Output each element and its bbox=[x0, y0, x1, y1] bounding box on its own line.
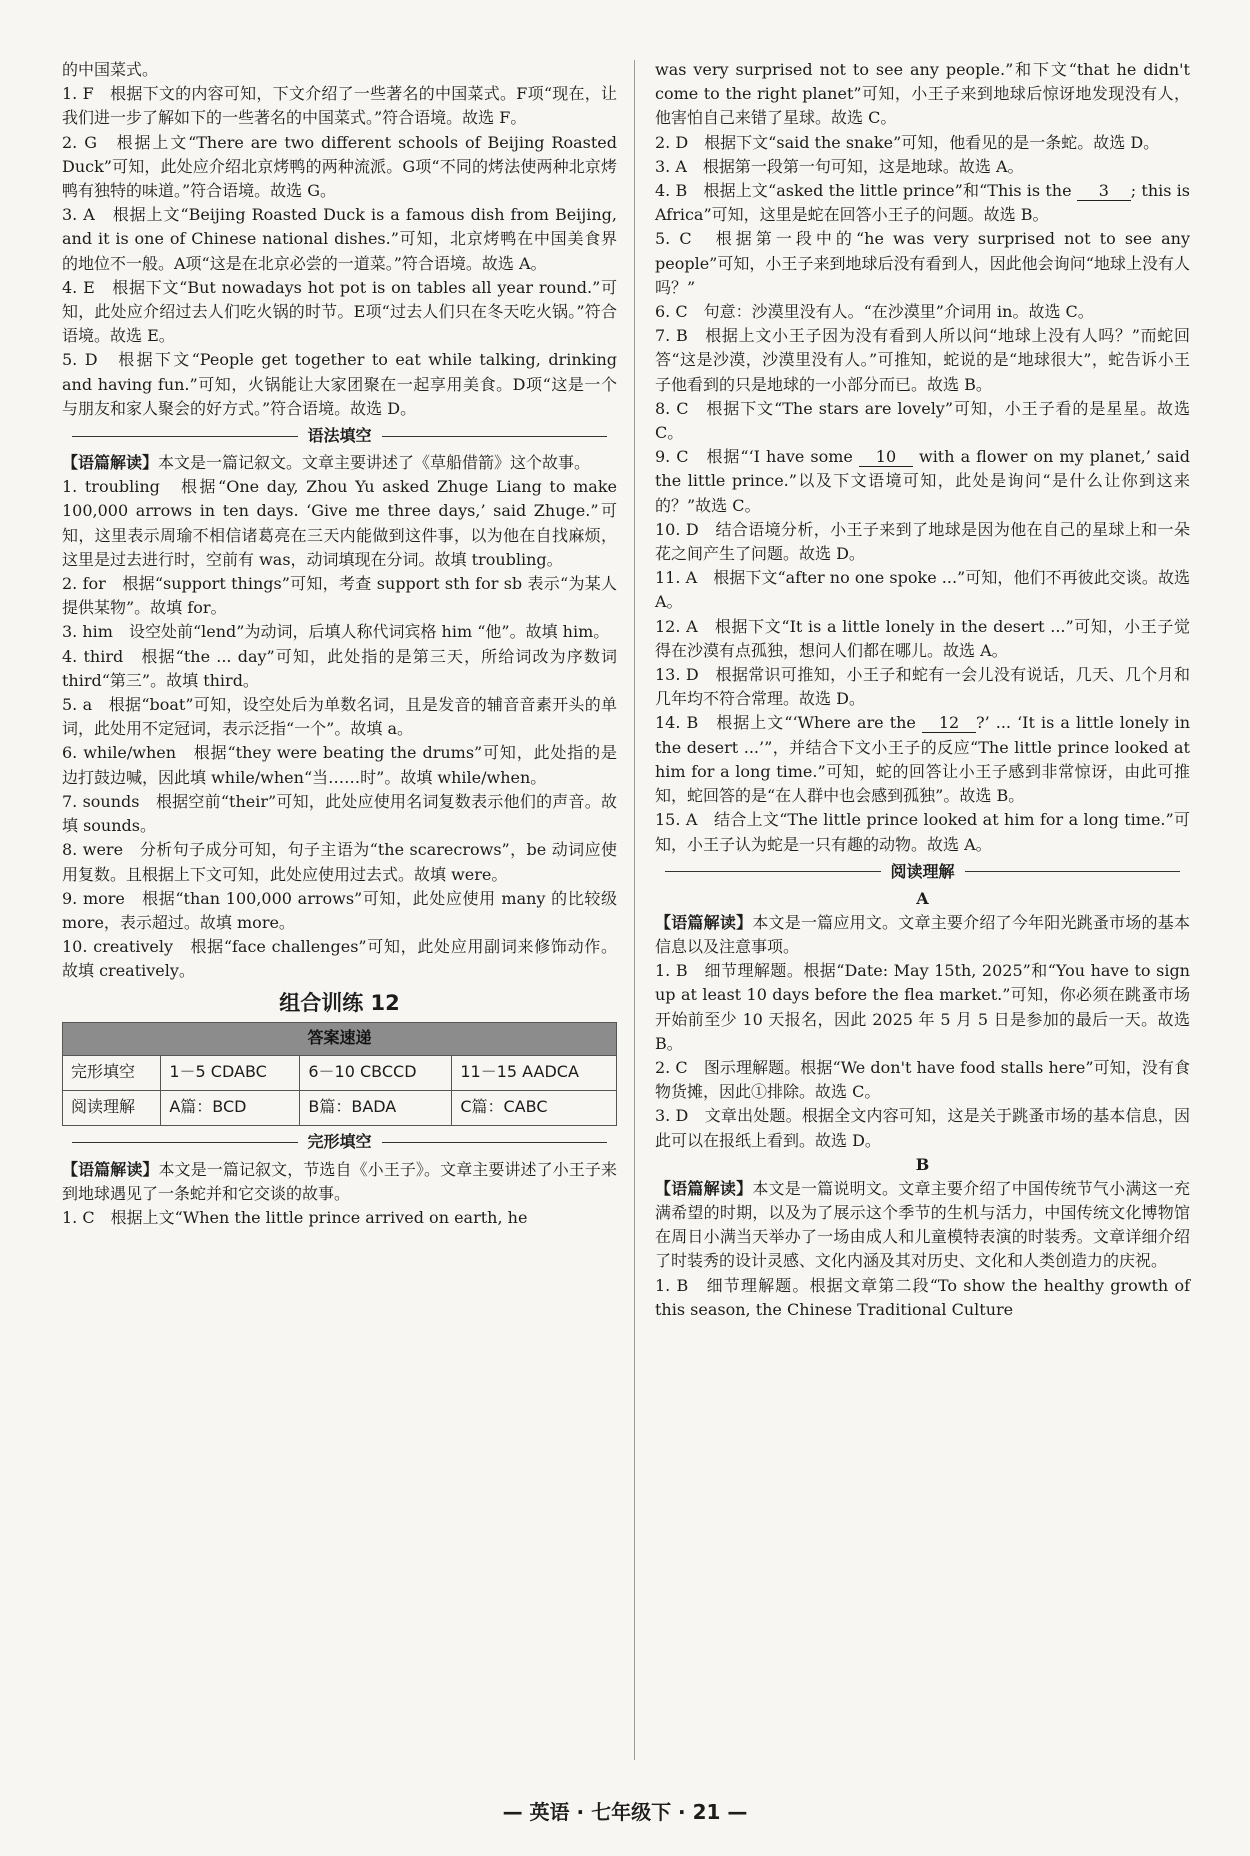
grammar-section-heading: 语法填空 bbox=[62, 423, 617, 449]
cloze-item: 12. A 根据下文“It is a little lonely in the desert ...”可知，小王子觉得在沙漠有点孤独，想问人们都在哪儿。故选 A。 bbox=[655, 616, 1190, 660]
cloze-intro: 【语篇解读】本文是一篇记叙文，节选自《小王子》。文章主要讲述了小王子来到地球遇见了一条蛇并和它交谈的故事。 bbox=[62, 1159, 617, 1203]
right-column bbox=[655, 58, 1190, 1322]
blank-line: 10 bbox=[859, 448, 913, 467]
reading-item: 1. B 细节理解题。根据“Date: May 15th, 2025”和“You have to sign up at least 10 days before the flea market.”可知，你必须在跳蚤市场开始前至少 10 天报名，因此 2025 年 5 月 5 日是参加的最后一天。故选 B。 bbox=[655, 961, 1190, 1053]
answer-item: 2. G 根据上文“There are two different schools of Beijing Roasted Duck”可知，此处应介绍北京烤鸭的两种流派。G项“不同的烤法使两种北京烤鸭有独特的味道。”符合语境。故选 G。 bbox=[62, 132, 617, 201]
cloze-item: 13. D 根据常识可推知，小王子和蛇有一会儿没有说话，几天、几个月和几年均不符合常理。故选 D。 bbox=[655, 665, 1190, 709]
part-b-label: B bbox=[915, 1154, 930, 1174]
cloze-item: 4. B 根据上文“asked the little prince”和“This is the 3 ; this is Africa”可知，这里是蛇在回答小王子的问题。故选 B。 bbox=[655, 181, 1190, 225]
grammar-intro: 【语篇解读】本文是一篇记叙文。文章主要讲述了《草船借箭》这个故事。 bbox=[62, 453, 591, 473]
reading-item: 2. C 图示理解题。根据“We don't have food stalls here”可知，没有食物货摊，因此①排除。故选 C。 bbox=[655, 1057, 1190, 1102]
blank-line: 12 bbox=[922, 714, 976, 733]
answer-item: 5. D 根据下文“People get together to eat while talking, drinking and having fun.”可知，火锅能让大家团聚在一起享用美食。D项“这是一个与朋友和家人聚会的好方式。”符合语境。故选 D。 bbox=[62, 350, 617, 418]
blank-line: 3 bbox=[1077, 182, 1131, 201]
cloze-item-continued: was very surprised not to see any people.”和下文“that he didn't come to the right planet”可知，小王子来到地球后惊讶地发现没有人，他害怕自己来错了星球。故选 C。 bbox=[655, 60, 1190, 128]
cloze-item: 9. C 根据“‘I have some 10 with a flower on my planet,’ said the little prince.”以及下文语境可知，此处是询问“是什么让你到这来的？”故选 C。 bbox=[655, 447, 1190, 515]
grammar-item: 6. while/when 根据“they were beating the drums”可知，此处指的是边打鼓边喊，因此填 while/when“当……时”。故填 while/when。 bbox=[62, 743, 617, 787]
left-column bbox=[62, 58, 617, 1230]
cloze-item: 11. A 根据下文“after no one spoke ...”可知，他们不再彼此交谈。故选 A。 bbox=[655, 568, 1190, 612]
cloze-item: 3. A 根据第一段第一句可知，这是地球。故选 A。 bbox=[655, 156, 1024, 176]
part-b-intro: 【语篇解读】本文是一篇说明文。文章主要介绍了中国传统节气小满这一充满希望的时期，以及为了展示这个季节的生机与活力，中国传统文化博物馆在周日小满当天举办了一场由成人和儿童模特表演的时装秀。文章详细介绍了时装秀的设计灵感、文化内涵及其对历史、文化和人类创造力的庆祝。 bbox=[655, 1178, 1190, 1271]
grammar-item: 4. third 根据“the ... day”可知，此处指的是第三天，所给词改为序数词 third“第三”。故填 third。 bbox=[62, 646, 617, 690]
table-cell: 阅读理解 bbox=[63, 1090, 161, 1125]
table-cell: A篇：BCD bbox=[161, 1090, 300, 1125]
column-divider bbox=[634, 60, 635, 1760]
grammar-item: 1. troubling 根据“One day, Zhou Yu asked Zhuge Liang to make 100,000 arrows in ten days. ‘Give me three days,’ said Zhuge.”可知，这里表示周瑜不相信诸葛亮在三天内能做到这件事，以为他在自找麻烦，这里是过去进行时，空前有 was，动词填现在分词。故填 troubling。 bbox=[62, 477, 617, 569]
grammar-item: 10. creatively 根据“face challenges”可知，此处应用副词来修饰动作。故填 creatively。 bbox=[62, 937, 617, 981]
cloze-item: 10. D 结合语境分析，小王子来到了地球是因为他在自己的星球上和一朵花之间产生了问题。故选 D。 bbox=[655, 519, 1190, 564]
grammar-item: 5. a 根据“boat”可知，设空处后为单数名词，且是发音的辅音音素开头的单词，此处用不定冠词，表示泛指“一个”。故填 a。 bbox=[62, 695, 617, 739]
intro-text: 的中国菜式。 bbox=[62, 60, 159, 79]
answer-item: 1. F 根据下文的内容可知，下文介绍了一些著名的中国菜式。F项“现在，让我们进一步了解如下的一些著名的中国菜式。”符合语境。故选 F。 bbox=[62, 84, 617, 128]
grammar-item: 8. were 分析句子成分可知，句子主语为“the scarecrows”，be 动词应使用复数。且根据上下文可知，此处应使用过去式。故填 were。 bbox=[62, 840, 617, 884]
reading-section-heading: 阅读理解 bbox=[655, 859, 1190, 885]
cloze-item: 2. D 根据下文“said the snake”可知，他看见的是一条蛇。故选 D。 bbox=[655, 132, 1160, 152]
cloze-item: 6. C 句意：沙漠里没有人。“在沙漠里”介词用 in。故选 C。 bbox=[655, 302, 1094, 322]
section-title: 组合训练 12 bbox=[279, 990, 400, 1015]
grammar-item: 7. sounds 根据空前“their”可知，此处应使用名词复数表示他们的声音。故填 sounds。 bbox=[62, 791, 617, 836]
answer-item: 3. A 根据上文“Beijing Roasted Duck is a famous dish from Beijing, and it is one of Chinese national dishes.”可知，北京烤鸭在中国美食界的地位不一般。A项“这是在北京必尝的一道菜。”符合语境。故选 A。 bbox=[62, 205, 617, 273]
reading-item: 1. B 细节理解题。根据文章第二段“To show the healthy growth of this season, the Chinese Traditional Culture bbox=[655, 1275, 1190, 1319]
cloze-item: 15. A 结合上文“The little prince looked at him for a long time.”可知，小王子认为蛇是一只有趣的动物。故选 A。 bbox=[655, 810, 1190, 854]
part-a-intro: 【语篇解读】本文是一篇应用文。文章主要介绍了今年阳光跳蚤市场的基本信息以及注意事项。 bbox=[655, 912, 1190, 956]
table-cell: 1－5 CDABC bbox=[161, 1055, 300, 1090]
answer-table-header: 答案速递 bbox=[63, 1022, 617, 1055]
cloze-item: 14. B 根据上文“‘Where are the 12 ?’ ... ‘It is a little lonely in the desert ...’”，并结合下文小王子的反应“The little prince looked at him for a long time.”可知，蛇的回答让小王子感到非常惊讶，由此可推知，蛇回答的是“在人群中也会感到孤独”。故选 B。 bbox=[655, 713, 1190, 806]
cloze-item: 7. B 根据上文小王子因为没有看到人所以问“地球上没有人吗？”而蛇回答“这是沙漠，沙漠里没有人。”可推知，蛇说的是“地球很大”，蛇告诉小王子他看到的只是地球的一小部分而已。故选 B。 bbox=[655, 326, 1190, 394]
table-cell: C篇：CABC bbox=[452, 1090, 617, 1125]
table-cell: 11－15 AADCA bbox=[452, 1055, 617, 1090]
table-cell: B篇：BADA bbox=[300, 1090, 452, 1125]
table-row bbox=[63, 1090, 617, 1125]
cloze-item: 5. C 根据第一段中的“he was very surprised not to see any people”可知，小王子来到地球后没有看到人，因此他会询问“地球上没有人吗？” bbox=[655, 229, 1190, 297]
page-footer: — 英语 · 七年级下 · 21 — bbox=[502, 1800, 748, 1824]
answer-item: 4. E 根据下文“But nowadays hot pot is on tables all year round.”可知，此处应介绍过去人们吃火锅的时节。E项“过去人们只在冬天吃火锅。”符合语境。故选 E。 bbox=[62, 277, 617, 346]
part-a-label: A bbox=[916, 888, 929, 908]
table-row bbox=[63, 1055, 617, 1090]
table-cell: 6－10 CBCCD bbox=[300, 1055, 452, 1090]
grammar-item: 9. more 根据“than 100,000 arrows”可知，此处应使用 many 的比较级 more，表示超过。故填 more。 bbox=[62, 888, 617, 932]
grammar-item: 2. for 根据“support things”可知，考查 support sth for sb 表示“为某人提供某物”。故填 for。 bbox=[62, 574, 617, 618]
reading-item: 3. D 文章出处题。根据全文内容可知，这是关于跳蚤市场的基本信息，因此可以在报纸上看到。故选 D。 bbox=[655, 1106, 1190, 1150]
cloze-section-heading: 完形填空 bbox=[62, 1130, 617, 1156]
cloze-item: 1. C 根据上文“When the little prince arrived on earth, he bbox=[62, 1207, 528, 1227]
table-cell: 完形填空 bbox=[63, 1055, 161, 1090]
grammar-item: 3. him 设空处前“lend”为动词，后填人称代词宾格 him “他”。故填 him。 bbox=[62, 622, 610, 642]
answer-table bbox=[62, 1022, 617, 1126]
cloze-item: 8. C 根据下文“The stars are lovely”可知，小王子看的是星星。故选 C。 bbox=[655, 398, 1190, 443]
